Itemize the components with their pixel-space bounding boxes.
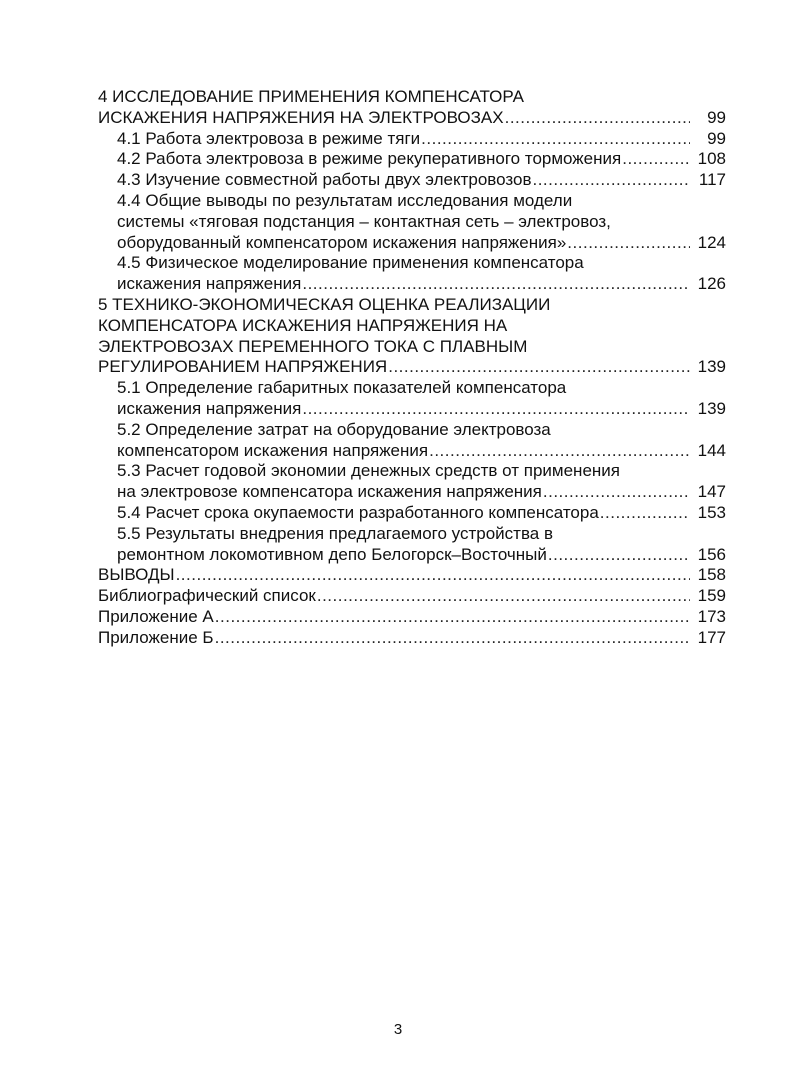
toc-entry-final-line: [98, 607, 726, 628]
page-number: 3: [393, 1021, 403, 1038]
toc-entry-title: компенсатором искажения напряжения: [117, 440, 429, 460]
toc-entry-final-line: [98, 628, 726, 649]
toc-entry: [98, 586, 726, 607]
toc-entry-page: 108: [697, 149, 726, 169]
table-of-contents: [98, 87, 726, 649]
toc-entry-title: искажения напряжения: [117, 274, 302, 294]
toc-entry-title: 5.4 Расчет срока окупаемости разработанного компенсатора: [117, 502, 599, 522]
toc-entry: [98, 503, 726, 524]
dot-leader: [567, 233, 690, 254]
toc-entry-final-line: [98, 565, 726, 586]
dot-leader: [548, 545, 690, 566]
dot-leader: [429, 441, 690, 462]
toc-entry-page: 124: [697, 232, 726, 252]
toc-entry-title-line: 4.4 Общие выводы по результатам исследования модели: [117, 190, 573, 210]
toc-entry-final-line: [117, 149, 726, 170]
toc-entry-title: ИСКАЖЕНИЯ НАПРЯЖЕНИЯ НА ЭЛЕКТРОВОЗАХ: [98, 107, 504, 127]
toc-entry-title-line: 5 ТЕХНИКО-ЭКОНОМИЧЕСКАЯ ОЦЕНКА РЕАЛИЗАЦИИ: [98, 294, 551, 314]
dot-leader: [176, 565, 690, 586]
dot-leader: [543, 482, 690, 503]
toc-entry-final-line: [117, 274, 726, 295]
toc-entry-final-line: [117, 482, 726, 503]
dot-leader: [600, 503, 690, 524]
toc-entry-page: 177: [697, 627, 726, 647]
toc-entry: [98, 524, 726, 566]
toc-entry: [98, 420, 726, 462]
dot-leader: [302, 274, 690, 295]
toc-entry-title-line: КОМПЕНСАТОРА ИСКАЖЕНИЯ НАПРЯЖЕНИЯ НА: [98, 315, 508, 335]
toc-entry: [98, 565, 726, 586]
toc-entry: [98, 87, 726, 129]
dot-leader: [532, 170, 690, 191]
toc-entry-title: 4.3 Изучение совместной работы двух электровозов: [117, 170, 532, 190]
toc-entry-final-line: [117, 170, 726, 191]
toc-entry-page: 153: [697, 502, 726, 522]
toc-entry: [98, 129, 726, 150]
toc-entry-page: 173: [697, 606, 726, 626]
toc-entry: [98, 461, 726, 503]
toc-entry-title: ремонтном локомотивном депо Белогорск–Восточный: [117, 544, 547, 564]
toc-entry: [98, 191, 726, 253]
toc-entry: [98, 628, 726, 649]
toc-entry-title: 4.1 Работа электровоза в режиме тяги: [117, 128, 421, 148]
toc-entry-final-line: [117, 129, 726, 150]
toc-entry-page: 156: [697, 544, 726, 564]
toc-entry-page: 139: [697, 357, 726, 377]
toc-entry-title-line: 4.5 Физическое моделирование применения компенсатора: [117, 253, 584, 273]
toc-entry-final-line: [98, 586, 726, 607]
toc-entry-final-line: [117, 399, 726, 420]
toc-entry-title: 4.2 Работа электровоза в режиме рекуперативного торможения: [117, 149, 622, 169]
toc-entry-title: Приложение Б: [98, 627, 214, 647]
toc-entry: [98, 253, 726, 295]
toc-entry-title-line: 4 ИССЛЕДОВАНИЕ ПРИМЕНЕНИЯ КОМПЕНСАТОРА: [98, 87, 524, 106]
toc-entry-page: 147: [697, 482, 726, 502]
dot-leader: [215, 607, 690, 628]
toc-entry-page: 158: [697, 565, 726, 585]
toc-entry-page: 99: [707, 107, 726, 127]
toc-entry-page: 139: [697, 398, 726, 418]
toc-entry-page: 159: [697, 586, 726, 606]
dot-leader: [388, 357, 690, 378]
toc-entry-title: ВЫВОДЫ: [98, 565, 175, 585]
toc-entry-final-line: [98, 108, 726, 129]
toc-entry: [98, 378, 726, 420]
dot-leader: [215, 628, 690, 649]
toc-entry: [98, 607, 726, 628]
toc-entry-title: Библиографический список: [98, 586, 316, 606]
toc-entry-final-line: [117, 441, 726, 462]
toc-entry-page: 126: [697, 274, 726, 294]
toc-entry-title-line: ЭЛЕКТРОВОЗАХ ПЕРЕМЕННОГО ТОКА С ПЛАВНЫМ: [98, 336, 528, 356]
toc-entry-title-line: 5.1 Определение габаритных показателей компенсатора: [117, 378, 567, 398]
toc-entry: [98, 295, 726, 378]
toc-entry-title-line: 5.2 Определение затрат на оборудование электровоза: [117, 419, 551, 439]
toc-entry-title-line: 5.3 Расчет годовой экономии денежных средств от применения: [117, 461, 620, 481]
toc-entry-final-line: [117, 503, 726, 524]
toc-entry-title-line: системы «тяговая подстанция – контактная сеть – электровоз,: [117, 211, 611, 231]
toc-entry-page: 144: [697, 440, 726, 460]
toc-entry-final-line: [98, 357, 726, 378]
toc-entry-title: искажения напряжения: [117, 398, 302, 418]
toc-entry-page: 117: [698, 170, 726, 190]
toc-entry-title: оборудованный компенсатором искажения напряжения»: [117, 232, 567, 252]
toc-entry-page: 99: [707, 128, 726, 148]
dot-leader: [302, 399, 690, 420]
toc-entry-final-line: [117, 233, 726, 254]
dot-leader: [505, 108, 690, 129]
toc-entry-title: на электровозе компенсатора искажения напряжения: [117, 482, 542, 502]
toc-entry-title-line: 5.5 Результаты внедрения предлагаемого устройства в: [117, 523, 554, 543]
toc-entry: [98, 170, 726, 191]
toc-entry-title: РЕГУЛИРОВАНИЕМ НАПРЯЖЕНИЯ: [98, 357, 388, 377]
toc-entry-final-line: [117, 545, 726, 566]
toc-entry: [98, 149, 726, 170]
dot-leader: [317, 586, 690, 607]
dot-leader: [622, 149, 690, 170]
dot-leader: [421, 129, 690, 150]
toc-entry-title: Приложение А: [98, 606, 214, 626]
